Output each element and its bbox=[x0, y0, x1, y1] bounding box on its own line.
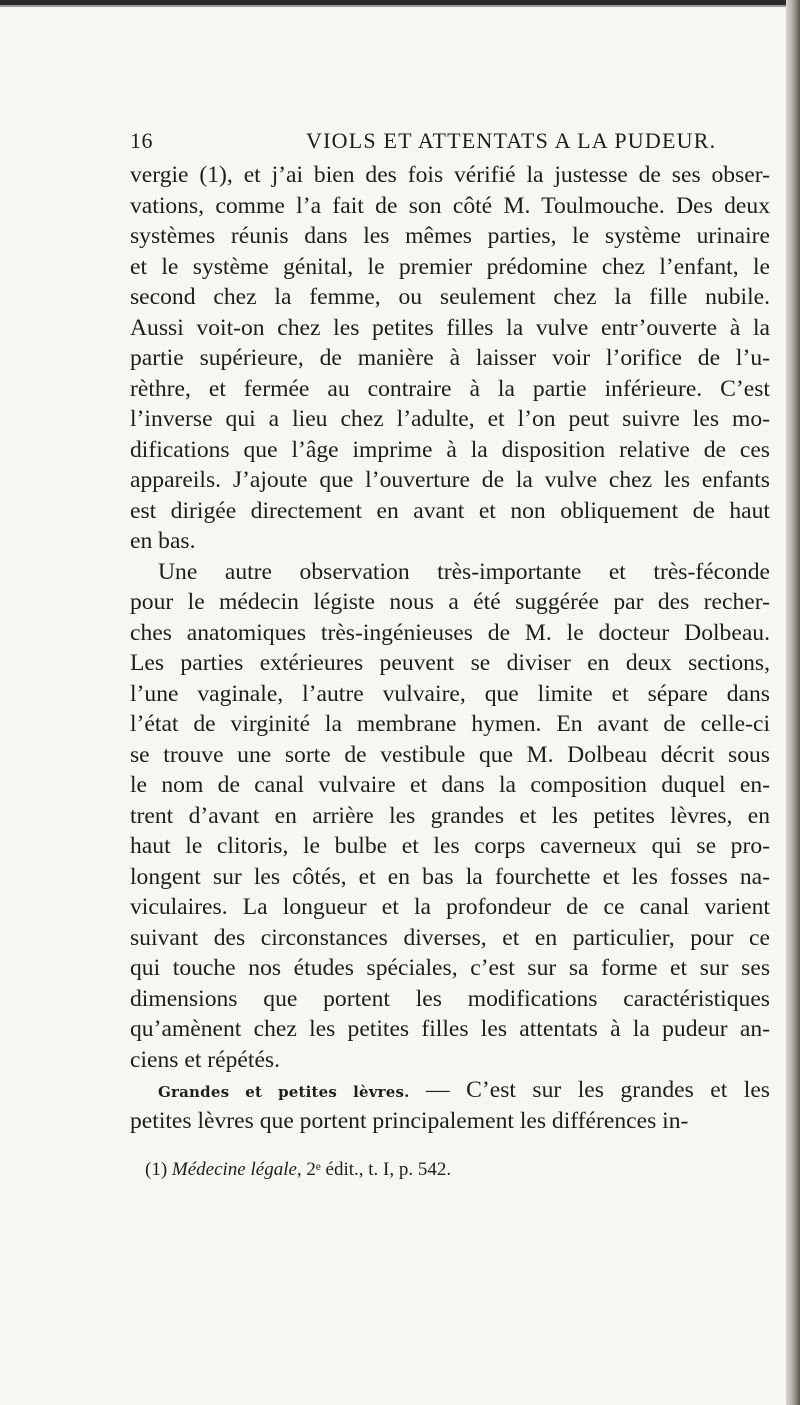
footnote-marker: (1) bbox=[145, 1159, 172, 1180]
text-line: Aussi voit-on chez les petites filles la vulve entr’ouverte à la bbox=[130, 314, 770, 341]
running-title: VIOLS ET ATTENTATS A LA PUDEUR. bbox=[306, 128, 717, 153]
text-line: vations, comme l’a fait de son côté M. Toulmouche. Des deux bbox=[130, 192, 770, 219]
text-line: petites lèvres que portent principalement les différences in- bbox=[130, 1107, 689, 1134]
text-line: ches anatomiques très-ingénieuses de M. le docteur Dolbeau. bbox=[130, 619, 770, 646]
top-border-thin bbox=[0, 5, 800, 7]
text-line: est dirigée directement en avant et non obliquement de haut bbox=[130, 497, 770, 524]
text-line: suivant des circonstances diverses, et en particulier, pour ce bbox=[130, 924, 770, 951]
text-line: viculaires. La longueur et la profondeur de ce canal varient bbox=[130, 894, 770, 920]
text-line: trent d’avant en arrière les grandes et les petites lèvres, en bbox=[130, 802, 770, 829]
page-header bbox=[130, 128, 750, 164]
section-line-rest: — C’est sur les grandes et les bbox=[409, 1077, 770, 1103]
text-line: l’état de virginité la membrane hymen. En avant de celle-ci bbox=[130, 711, 770, 737]
text-line: dimensions que portent les modifications caractéristiques bbox=[130, 985, 770, 1012]
text-line: rèthre, et fermée au contraire à la partie inférieure. C’est bbox=[130, 375, 770, 402]
text-line: Les parties extérieures peuvent se diviser en deux sections, bbox=[130, 650, 770, 676]
text-line: second chez la femme, ou seulement chez la fille nubile. bbox=[130, 284, 770, 310]
section-heading: Grandes et petites lèvres. bbox=[158, 1083, 410, 1101]
text-line: vergie (1), et j’ai bien des fois vérifié la justesse de ses obser- bbox=[130, 162, 770, 188]
text-line: qui touche nos études spéciales, c’est sur sa forme et sur ses bbox=[130, 955, 770, 981]
text-line-paragraph-end: ciens et répétés. bbox=[130, 1046, 281, 1073]
text-line: haut le clitoris, le bulbe et les corps caverneux qui se pro- bbox=[130, 833, 770, 859]
text-line: longent sur les côtés, et en bas la fourchette et les fosses na- bbox=[130, 863, 770, 890]
text-line: difications que l’âge imprime à la disposition relative de ces bbox=[130, 436, 770, 463]
text-line: systèmes réunis dans les mêmes parties, le système urinaire bbox=[130, 223, 770, 249]
footnote-title: Médecine légale bbox=[171, 1159, 297, 1180]
text-line: partie supérieure, de manière à laisser voir l’orifice de l’u- bbox=[130, 345, 770, 371]
page-edge-shadow bbox=[786, 0, 800, 1405]
body-text bbox=[130, 160, 770, 1136]
text-line: se trouve une sorte de vestibule que M. Dolbeau décrit sous bbox=[130, 741, 770, 768]
text-line: appareils. J’ajoute que l’ouverture de la vulve chez les enfants bbox=[130, 467, 770, 493]
footnote bbox=[145, 1159, 745, 1181]
text-line: pour le médecin légiste nous a été suggérée par des recher- bbox=[130, 589, 770, 615]
page-number: 16 bbox=[130, 128, 153, 153]
text-line: qu’amènent chez les petites filles les attentats à la pudeur an- bbox=[130, 1016, 770, 1042]
text-line-paragraph-start: Une autre observation très-importante et très-féconde bbox=[158, 558, 770, 585]
text-line: et le système génital, le premier prédomine chez l’enfant, le bbox=[130, 253, 770, 280]
text-line: l’inverse qui a lieu chez l’adulte, et l’on peut suivre les mo- bbox=[130, 406, 770, 432]
text-line-paragraph-end: en bas. bbox=[130, 528, 196, 554]
text-line: le nom de canal vulvaire et dans la composition duquel en- bbox=[130, 772, 770, 798]
section-line bbox=[130, 1075, 770, 1106]
footnote-rest: , 2ᵉ édit., t. I, p. 542. bbox=[296, 1159, 452, 1180]
text-line: l’une vaginale, l’autre vulvaire, que limite et sépare dans bbox=[130, 680, 770, 707]
